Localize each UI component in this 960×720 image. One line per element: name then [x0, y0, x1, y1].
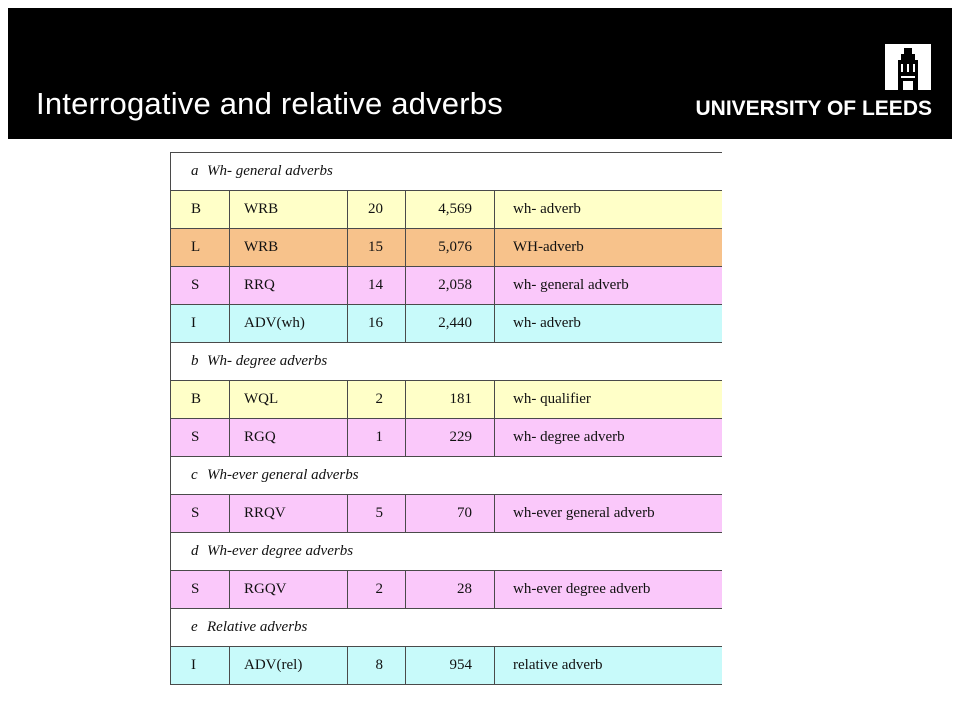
- count-cell: 16: [348, 305, 406, 343]
- count-cell: 2: [348, 381, 406, 419]
- description-cell: wh- adverb: [495, 305, 723, 343]
- tower-icon: [885, 44, 931, 90]
- tag-cell: ADV(rel): [230, 647, 348, 685]
- tag-cell: RRQ: [230, 267, 348, 305]
- section-header-row: [171, 609, 723, 647]
- table-body: [171, 153, 723, 685]
- section-letter: c: [191, 467, 198, 483]
- frequency-cell: 954: [406, 647, 495, 685]
- frequency-cell: 5,076: [406, 229, 495, 267]
- section-letter: e: [191, 619, 198, 635]
- table-row: [171, 305, 723, 343]
- table-row: [171, 381, 723, 419]
- frequency-cell: 70: [406, 495, 495, 533]
- tag-cell: WRB: [230, 229, 348, 267]
- section-header-cell: [171, 457, 723, 495]
- university-logo: [684, 44, 932, 130]
- section-header-row: [171, 343, 723, 381]
- section-label: Relative adverbs: [207, 619, 308, 635]
- header-bar: [8, 8, 952, 139]
- tag-cell: RGQ: [230, 419, 348, 457]
- count-cell: 14: [348, 267, 406, 305]
- section-label: Wh- degree adverbs: [207, 353, 328, 369]
- frequency-cell: 2,440: [406, 305, 495, 343]
- corpus-cell: S: [171, 267, 230, 305]
- section-header-cell: [171, 343, 723, 381]
- section-header-row: [171, 533, 723, 571]
- count-cell: 20: [348, 191, 406, 229]
- corpus-cell: S: [171, 571, 230, 609]
- frequency-cell: 181: [406, 381, 495, 419]
- corpus-cell: S: [171, 495, 230, 533]
- description-cell: relative adverb: [495, 647, 723, 685]
- count-cell: 2: [348, 571, 406, 609]
- adverb-tag-table: [170, 152, 722, 720]
- count-cell: 8: [348, 647, 406, 685]
- description-cell: wh- adverb: [495, 191, 723, 229]
- count-cell: 5: [348, 495, 406, 533]
- section-letter: d: [191, 543, 199, 559]
- corpus-cell: B: [171, 191, 230, 229]
- table-row: [171, 267, 723, 305]
- tag-cell: RRQV: [230, 495, 348, 533]
- corpus-cell: S: [171, 419, 230, 457]
- section-header-row: [171, 153, 723, 191]
- section-label: Wh- general adverbs: [207, 163, 333, 179]
- tag-cell: WRB: [230, 191, 348, 229]
- table-row: [171, 229, 723, 267]
- table-row: [171, 495, 723, 533]
- tag-cell: ADV(wh): [230, 305, 348, 343]
- corpus-cell: B: [171, 381, 230, 419]
- description-cell: wh- general adverb: [495, 267, 723, 305]
- table-row: [171, 191, 723, 229]
- section-header-row: [171, 457, 723, 495]
- description-cell: WH-adverb: [495, 229, 723, 267]
- table-row: [171, 419, 723, 457]
- corpus-cell: I: [171, 305, 230, 343]
- corpus-cell: L: [171, 229, 230, 267]
- page-title: Interrogative and relative adverbs: [36, 86, 503, 121]
- frequency-cell: 28: [406, 571, 495, 609]
- description-cell: wh- degree adverb: [495, 419, 723, 457]
- section-header-cell: [171, 609, 723, 647]
- table-row: [171, 571, 723, 609]
- section-label: Wh-ever general adverbs: [207, 467, 359, 483]
- section-label: Wh-ever degree adverbs: [207, 543, 354, 559]
- frequency-cell: 2,058: [406, 267, 495, 305]
- count-cell: 15: [348, 229, 406, 267]
- university-name: UNIVERSITY OF LEEDS: [695, 97, 932, 120]
- frequency-cell: 4,569: [406, 191, 495, 229]
- frequency-cell: 229: [406, 419, 495, 457]
- table-row: [171, 647, 723, 685]
- section-header-cell: [171, 533, 723, 571]
- corpus-cell: I: [171, 647, 230, 685]
- section-letter: a: [191, 163, 199, 179]
- count-cell: 1: [348, 419, 406, 457]
- tag-cell: RGQV: [230, 571, 348, 609]
- description-cell: wh-ever general adverb: [495, 495, 723, 533]
- section-letter: b: [191, 353, 199, 369]
- tag-cell: WQL: [230, 381, 348, 419]
- description-cell: wh- qualifier: [495, 381, 723, 419]
- description-cell: wh-ever degree adverb: [495, 571, 723, 609]
- section-header-cell: [171, 153, 723, 191]
